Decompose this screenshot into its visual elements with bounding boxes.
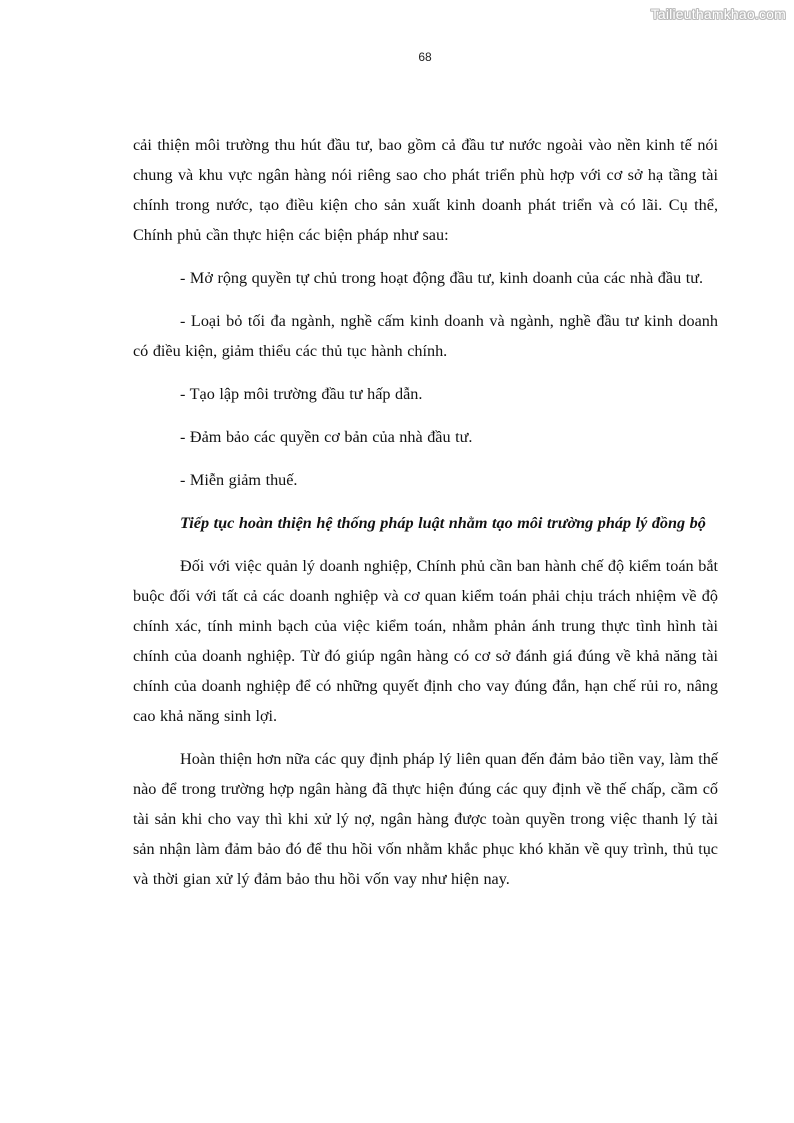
section-heading: Tiếp tục hoàn thiện hệ thống pháp luật nhằm tạo môi trường pháp lý đồng bộ [180,514,706,532]
list-item-investor-rights: - Đảm bảo các quyền cơ bản của nhà đầu tư. [180,428,473,446]
paragraph-enterprise-audit: Đối với việc quản lý doanh nghiệp, Chính phủ cần ban hành chế độ kiểm toán bắt buộc đối với tất cả các doanh nghiệp và cơ quan kiểm toán phải chịu trách nhiệm về độ chính xác, tính minh bạch của việc kiểm toán, nhằm phản ánh trung thực tình hình tài chính của doanh nghiệp. Từ đó giúp ngân hàng có cơ sở đánh giá đúng về khả năng tài chính của doanh nghiệp để có những quyết định cho vay đúng đắn, hạn chế rủi ro, nâng cao khả năng sinh lợi. [133,557,718,725]
document-body [133,130,718,907]
watermark-text: Tailieuthamkhao.com [650,6,786,22]
list-item-remove-restrictions: - Loại bỏ tối đa ngành, nghề cấm kinh doanh và ngành, nghề đầu tư kinh doanh có điều kiện, giảm thiểu các thủ tục hành chính. [133,312,718,360]
paragraph-loan-security: Hoàn thiện hơn nữa các quy định pháp lý liên quan đến đảm bảo tiền vay, làm thế nào để trong trường hợp ngân hàng đã thực hiện đúng các quy định về thế chấp, cầm cố tài sản khi cho vay thì khi xử lý nợ, ngân hàng được toàn quyền trong việc thanh lý tài sản nhận làm đảm bảo đó để thu hồi vốn nhằm khắc phục khó khăn về quy trình, thủ tục và thời gian xử lý đảm bảo thu hồi vốn vay như hiện nay. [133,750,718,888]
list-item-expand-autonomy: - Mở rộng quyền tự chủ trong hoạt động đầu tư, kinh doanh của các nhà đầu tư. [180,269,704,287]
list-item-attractive-environment: - Tạo lập môi trường đầu tư hấp dẫn. [180,385,423,403]
page-number: 68 [418,50,432,64]
list-item-tax-exemption: - Miễn giảm thuế. [180,471,298,489]
paragraph-intro-continuation: cải thiện môi trường thu hút đầu tư, bao gồm cả đầu tư nước ngoài vào nền kinh tế nói chung và khu vực ngân hàng nói riêng sao cho phát triển phù hợp với cơ sở hạ tầng tài chính trong nước, tạo điều kiện cho sản xuất kinh doanh phát triển và có lãi. Cụ thể, Chính phủ cần thực hiện các biện pháp như sau: [133,136,718,244]
